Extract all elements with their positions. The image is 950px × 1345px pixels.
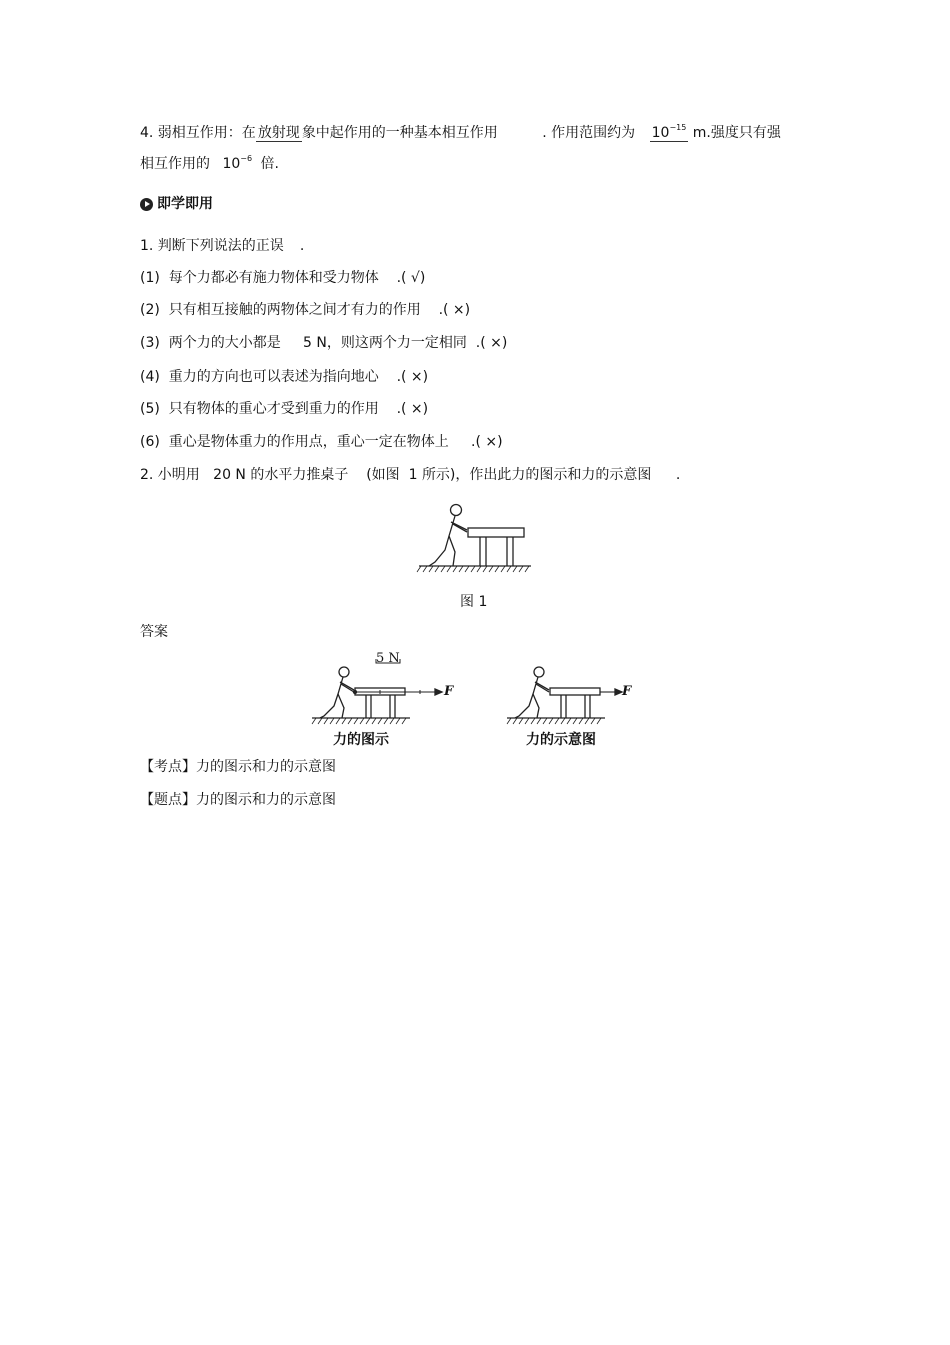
range-exp: −15 — [669, 123, 687, 132]
item-value: 5 N — [303, 335, 327, 351]
q2-a: 2. 小明用 — [140, 467, 200, 483]
force-label-right: F — [622, 684, 632, 699]
q1-item-4 — [140, 367, 428, 387]
play-circle-icon — [140, 198, 153, 211]
q1-item-1 — [140, 268, 425, 288]
q4-underlined: 放射现 — [257, 125, 300, 141]
item-text: 重力的方向也可以表述为指向地心 — [168, 369, 379, 385]
item-text: 只有物体的重心才受到重力的作用 — [168, 401, 379, 417]
q4-text: 4. 弱相互作用：在 — [140, 125, 256, 141]
q2-fig-num: 1 — [408, 467, 418, 483]
section-header — [140, 194, 213, 214]
section-title: 即学即用 — [157, 196, 213, 212]
kaodian-tag: 【考点】力的图示和力的示意图 — [140, 759, 336, 775]
q1-title-end: . — [299, 238, 305, 254]
force-diagram-caption: 力的图示 — [333, 732, 389, 748]
item-text: 重心是物体重力的作用点，重心一定在物体上 — [168, 434, 449, 450]
figure-1-caption: 图 1 — [460, 594, 488, 610]
item-num: (5) — [140, 401, 160, 417]
item-mark: .( √) — [396, 270, 426, 286]
q2-c: (如图 — [366, 467, 400, 483]
q1-item-5 — [140, 399, 428, 419]
q4-text-c: . 作用范围约为 — [542, 125, 636, 141]
ratio-base: 10 — [222, 156, 241, 172]
force-label-left: F — [444, 684, 454, 699]
q4-line-2 — [140, 149, 279, 174]
item-text: 只有相互接触的两物体之间才有力的作用 — [168, 302, 421, 318]
range-base: 10 — [651, 125, 670, 141]
q2-end: . — [675, 467, 681, 483]
q4-line-1 — [140, 118, 781, 143]
item-num: (2) — [140, 302, 160, 318]
q4-text-e: 相互作用的 — [140, 156, 210, 172]
ratio-exp: −6 — [240, 154, 253, 163]
q2-b: 的水平力推桌子 — [250, 467, 349, 483]
tidian-tag: 【题点】力的图示和力的示意图 — [140, 792, 336, 808]
q1-title-text: 1. 判断下列说法的正误 — [140, 238, 284, 254]
item-text: 每个力都必有施力物体和受力物体 — [168, 270, 379, 286]
q2-force: 20 N — [213, 467, 246, 483]
q4-text-b: 象中起作用的一种基本相互作用 — [301, 125, 498, 141]
item-mark: .( ×) — [396, 369, 429, 385]
item-text: 两个力的大小都是 — [168, 335, 281, 351]
q1-item-6 — [140, 432, 503, 452]
item-mark: .( ×) — [396, 401, 429, 417]
item-num: (1) — [140, 270, 160, 286]
item-num: (4) — [140, 369, 160, 385]
item-num: (6) — [140, 434, 160, 450]
range-value — [650, 125, 689, 142]
q4-text-f: 倍. — [260, 156, 279, 172]
item-num: (3) — [140, 335, 160, 351]
q4-text-d: m.强度只有强 — [692, 125, 781, 141]
item-text-2: ，则这两个力一定相同 — [326, 335, 467, 351]
q2-text — [140, 465, 680, 485]
item-mark: .( ×) — [438, 302, 471, 318]
answer-label: 答案 — [140, 624, 168, 640]
q1-item-2 — [140, 300, 470, 320]
q1-item-3 — [140, 333, 507, 353]
q1-title — [140, 236, 304, 256]
q2-d: 所示)，作出此力的图示和力的示意图 — [421, 467, 652, 483]
force-schematic-caption: 力的示意图 — [526, 732, 596, 748]
figure-1-push-table — [415, 500, 535, 575]
force-schematic-figure — [505, 660, 635, 728]
item-mark: .( ×) — [475, 335, 508, 351]
scale-label: 5 N — [376, 651, 400, 666]
item-mark: .( ×) — [471, 434, 503, 450]
